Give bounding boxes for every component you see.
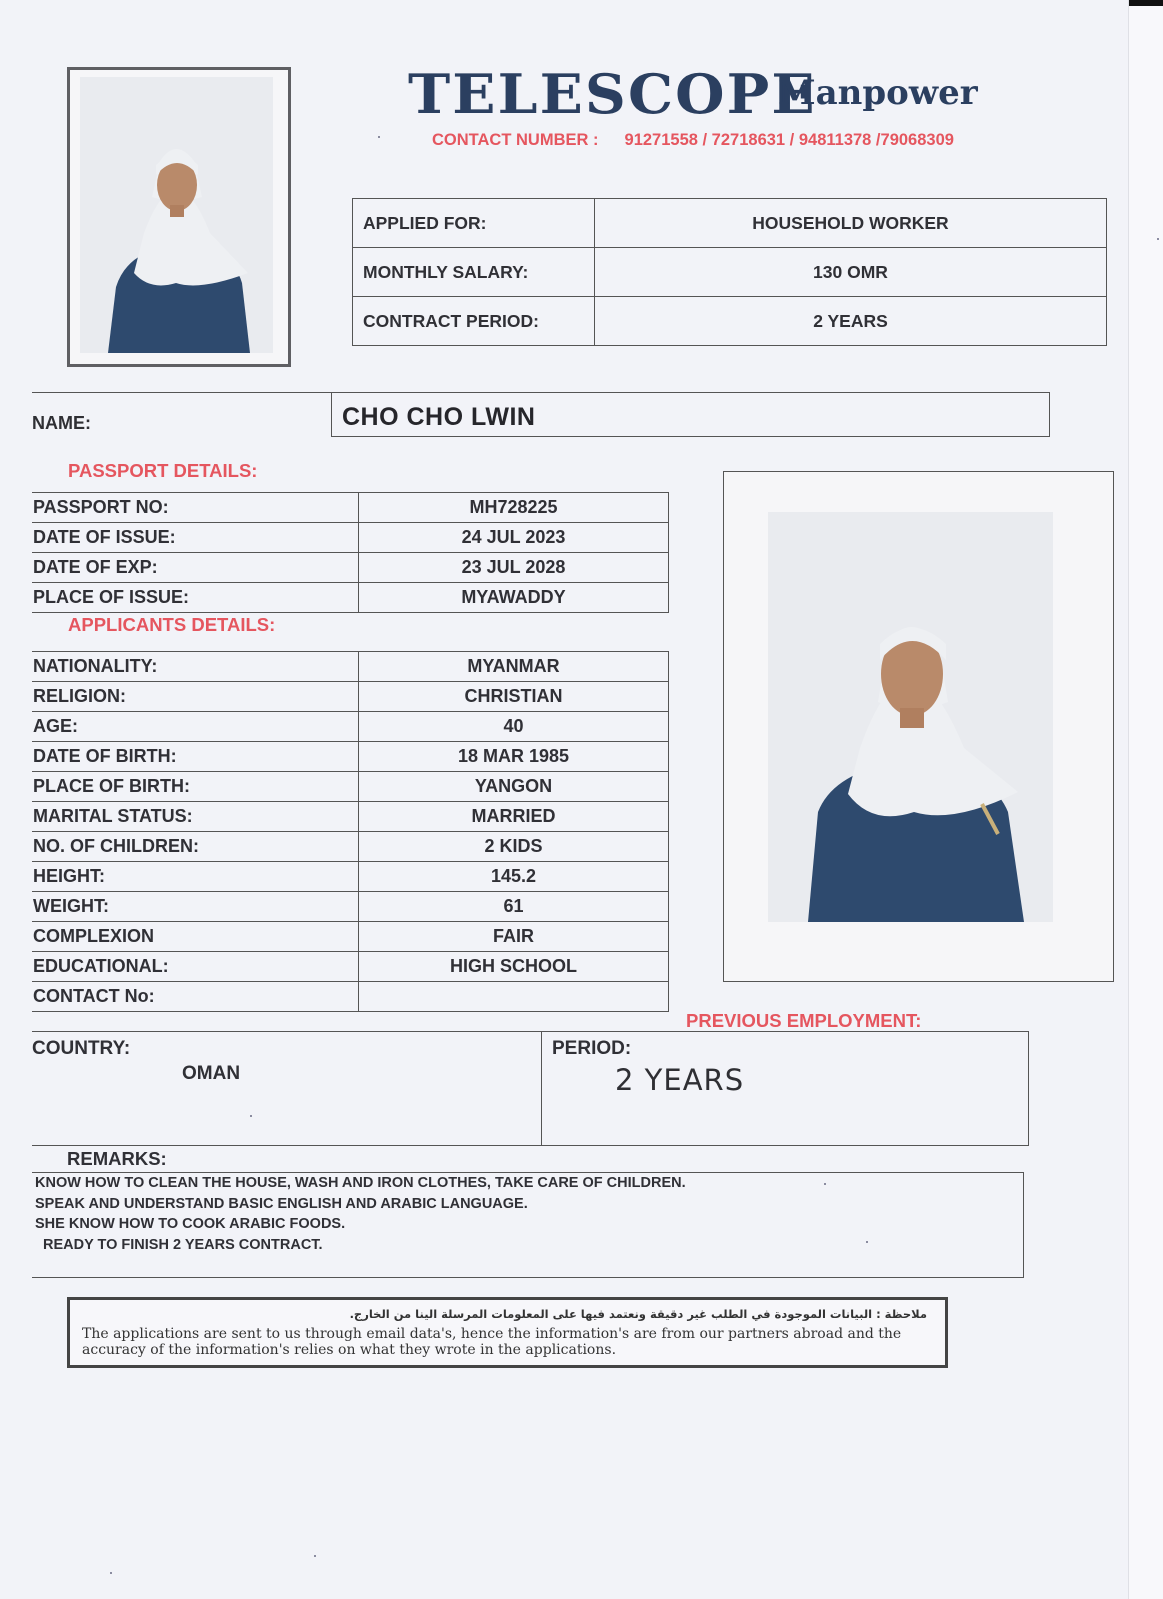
job-value: 2 YEARS [595,297,1107,346]
row-value: FAIR [359,922,669,952]
remark-line: KNOW HOW TO CLEAN THE HOUSE, WASH AND IRON CLOTHES, TAKE CARE OF CHILDREN. [35,1175,686,1191]
scan-speck [250,1115,252,1117]
row-value: CHRISTIAN [359,682,669,712]
job-value: HOUSEHOLD WORKER [595,199,1107,248]
disclaimer-box [67,1297,948,1368]
previous-employment-title: PREVIOUS EMPLOYMENT: [686,1010,922,1031]
applicant-name: CHO CHO LWIN [342,403,536,431]
table-row [32,922,669,952]
person-illustration-large [768,512,1053,922]
row-label: DATE OF ISSUE: [32,523,359,553]
applicant-section-title: APPLICANTS DETAILS: [68,614,276,635]
row-label: NO. OF CHILDREN: [32,832,359,862]
row-value: MH728225 [359,493,669,523]
row-value: 18 MAR 1985 [359,742,669,772]
applicant-table [32,651,669,1012]
table-row [32,862,669,892]
row-label: PLACE OF ISSUE: [32,583,359,613]
company-logo-subtitle: Manpower [778,73,978,113]
name-underline [32,392,332,393]
photo-background [80,77,273,353]
table-row [32,832,669,862]
remarks-label: REMARKS: [67,1148,167,1169]
job-row [353,297,1107,346]
row-label: AGE: [32,712,359,742]
row-value: 24 JUL 2023 [359,523,669,553]
job-row [353,248,1107,297]
table-row [32,952,669,982]
table-row [32,742,669,772]
passport-section-title: PASSPORT DETAILS: [68,460,258,481]
row-label: EDUCATIONAL: [32,952,359,982]
scan-speck [314,1555,316,1557]
table-row [32,892,669,922]
table-row [32,682,669,712]
row-value: HIGH SCHOOL [359,952,669,982]
disclaimer-arabic: ملاحظة : البيانات الموجودة في الطلب غير دقيقة ونعتمد فيها على المعلومات المرسلة الينا من الخارج. [349,1307,927,1321]
scan-speck [824,1183,826,1185]
row-value: MYAWADDY [359,583,669,613]
scan-speck [378,136,380,138]
photo-background [768,512,1053,922]
scan-speck [1157,238,1159,240]
table-row [32,982,669,1012]
row-label: RELIGION: [32,682,359,712]
scan-speck [866,1241,868,1243]
country-value: OMAN [182,1063,241,1084]
period-value: 2 YEARS [615,1063,745,1097]
row-label: WEIGHT: [32,892,359,922]
row-label: DATE OF EXP: [32,553,359,583]
disclaimer-english: The applications are sent to us through email data's, hence the information's are from our partners abroad and the accuracy of the information's relies on what they wrote in the applications. [82,1326,902,1358]
contact-numbers: 91271558 / 72718631 / 94811378 /79068309 [624,131,954,149]
applicant-photo-large [723,471,1114,982]
row-label: NATIONALITY: [32,652,359,682]
job-value: 130 OMR [595,248,1107,297]
contact-label: CONTACT NUMBER : [432,131,599,149]
passport-table [32,492,669,613]
table-row [32,772,669,802]
row-value: 61 [359,892,669,922]
row-label: DATE OF BIRTH: [32,742,359,772]
remark-line: SPEAK AND UNDERSTAND BASIC ENGLISH AND ARABIC LANGUAGE. [35,1196,528,1212]
row-value: 23 JUL 2028 [359,553,669,583]
row-label: HEIGHT: [32,862,359,892]
table-row [32,802,669,832]
row-label: MARITAL STATUS: [32,802,359,832]
row-value: 2 KIDS [359,832,669,862]
row-value: MARRIED [359,802,669,832]
period-label: PERIOD: [552,1038,632,1059]
row-value: MYANMAR [359,652,669,682]
job-info-table [352,198,1107,346]
job-label: APPLIED FOR: [353,199,595,248]
row-label: PLACE OF BIRTH: [32,772,359,802]
company-logo-text: TELESCOPE [408,62,817,126]
table-row [32,652,669,682]
row-value: 40 [359,712,669,742]
person-illustration-small [80,77,273,353]
remark-line: READY TO FINISH 2 YEARS CONTRACT. [43,1237,323,1253]
scan-corner [1129,0,1163,6]
table-row [32,553,669,583]
remark-line: SHE KNOW HOW TO COOK ARABIC FOODS. [35,1216,346,1232]
name-label: NAME: [32,413,91,433]
row-value: YANGON [359,772,669,802]
contact-line [432,131,954,150]
row-label: PASSPORT NO: [32,493,359,523]
table-row [32,712,669,742]
row-value: 145.2 [359,862,669,892]
job-row [353,199,1107,248]
country-label: COUNTRY: [32,1038,131,1059]
job-label: CONTRACT PERIOD: [353,297,595,346]
applicant-photo-small [67,67,291,367]
table-row [32,523,669,553]
table-row [32,493,669,523]
scan-speck [110,1572,112,1574]
row-label: COMPLEXION [32,922,359,952]
row-label: CONTACT No: [32,982,359,1012]
row-value [359,982,669,1012]
table-row [32,583,669,613]
job-label: MONTHLY SALARY: [353,248,595,297]
